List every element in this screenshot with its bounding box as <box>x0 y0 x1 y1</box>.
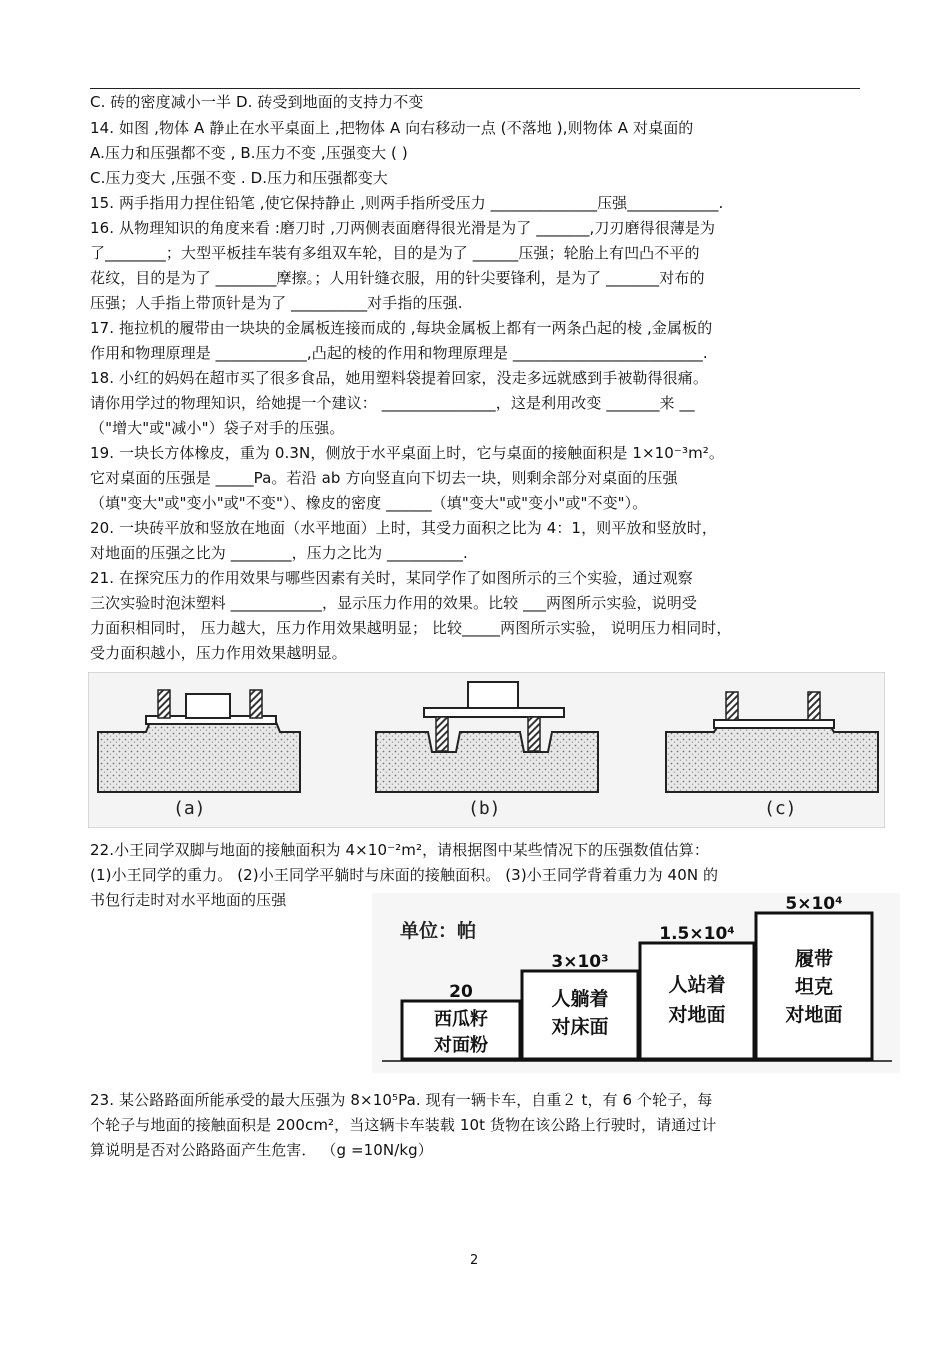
bar-tracked-tank <box>756 894 872 1059</box>
text-line: 受力面积越小，压力作用效果越明显。 <box>90 644 347 662</box>
text-line: (1)小王同学的重力。 (2)小王同学平躺时与床面的接触面积。 (3)小王同学背着重力为 40N 的 <box>90 866 719 884</box>
text-line: 压强；人手指上带顶针是为了 __________对手指的压强. <box>90 294 463 312</box>
question-21: 21. 在探究压力的作用效果与哪些因素有关时，某同学作了如图所示的三个实验，通过观察 <box>90 569 693 587</box>
text-line: A.压力和压强都不变 , B.压力不变 ,压强变大 ( ) <box>90 144 408 162</box>
question-16: 16. 从物理知识的角度来看 :磨刀时 ,刀两侧表面磨得很光滑是为了 _______,刀刃磨得很薄是为 <box>90 219 716 237</box>
header-rule <box>90 88 860 89</box>
text-line: C.压力变大 ,压强不变 . D.压力和压强都变大 <box>90 169 388 187</box>
bar-label: 人站着 <box>668 974 726 996</box>
pressure-values-figure <box>372 893 900 1073</box>
bar-label: 西瓜籽 <box>434 1009 488 1030</box>
figure-label-b: (b) <box>468 798 501 819</box>
question-15: 15. 两手指用力捏住铅笔 ,使它保持静止 ,则两手指所受压力 ______________压强____________. <box>90 194 724 212</box>
text-line: 作用和物理原理是 ____________,凸起的棱的作用和物理原理是 _________________________. <box>90 344 708 362</box>
bar-standing-person <box>640 924 754 1059</box>
text-line: 对地面的压强之比为 ________，压力之比为 __________. <box>90 544 468 562</box>
bar-label: 人躺着 <box>551 988 609 1010</box>
question-19: 19. 一块长方体橡皮，重为 0.3N，侧放于水平桌面上时，它与桌面的接触面积是 1×10⁻³m²。 <box>90 444 724 462</box>
question-20: 20. 一块砖平放和竖放在地面（水平地面）上时，其受力面积之比为 4：1，则平放和竖放时， <box>90 519 717 537</box>
bar-label: 履带 <box>794 948 834 970</box>
text-line: 个轮子与地面的接触面积是 200cm²，当这辆卡车装载 10t 货物在该公路上行驶时，请通过计 <box>90 1116 717 1134</box>
bar-label: 对地面 <box>668 1004 726 1026</box>
bar-label: 对床面 <box>551 1016 609 1038</box>
question-14: 14. 如图 ,物体 A 静止在水平桌面上 ,把物体 A 向右移动一点 (不落地 ),则物体 A 对桌面的 <box>90 119 694 137</box>
figure-label-c: (c) <box>764 798 797 819</box>
question-17: 17. 拖拉机的履带由一块块的金属板连接而成的 ,每块金属板上都有一两条凸起的棱 ,金属板的 <box>90 319 713 337</box>
unit-label: 单位：帕 <box>400 920 477 942</box>
text-line: （"增大"或"减小"）袋子对手的压强。 <box>90 419 345 437</box>
bar-label: 对面粉 <box>434 1035 488 1056</box>
text-line: （填"变大"或"变小"或"不变"）、橡皮的密度 ______（填"变大"或"变小"或"不变"）。 <box>90 494 648 512</box>
bar-label: 对地面 <box>785 1004 843 1026</box>
text-line: C. 砖的密度减小一半 D. 砖受到地面的支持力不变 <box>90 93 424 111</box>
bar-value: 5×10⁴ <box>785 894 843 914</box>
text-line: 请你用学过的物理知识，给她提一个建议： _______________，这是利用改变 _______来 __ <box>90 394 695 412</box>
text-line: 力面积相同时， 压力越大，压力作用效果越明显； 比较_____两图所示实验， 说明压力相同时， <box>90 619 732 637</box>
text-line: 它对桌面的压强是 _____Pa。若沿 ab 方向竖直向下切去一块，则剩余部分对桌面的压强 <box>90 469 678 487</box>
question-22: 22.小王同学双脚与地面的接触面积为 4×10⁻²m²，请根据图中某些情况下的压强数值估算： <box>90 841 709 859</box>
page-number: 2 <box>470 1253 479 1268</box>
text-line: 算说明是否对公路路面产生危害． （g =10N/kg） <box>90 1141 433 1159</box>
text-line: 了________；大型平板挂车装有多组双车轮，目的是为了 ______压强；轮胎上有凹凸不平的 <box>90 244 700 262</box>
question-23: 23. 某公路路面所能承受的最大压强为 8×10⁵Pa. 现有一辆卡车，自重２ t，有 6 个轮子，每 <box>90 1091 713 1109</box>
text-line: 三次实验时泡沫塑料 ____________，显示压力作用的效果。比较 ___两图所示实验，说明受 <box>90 594 697 612</box>
figure-label-a: (a) <box>173 798 206 819</box>
bar-value: 1.5×10⁴ <box>659 924 735 944</box>
bar-value: 3×10³ <box>551 952 609 972</box>
bar-label: 坦克 <box>794 976 834 998</box>
foam-experiment-figure <box>88 672 885 828</box>
question-18: 18. 小红的妈妈在超市买了很多食品，她用塑料袋提着回家，没走多远就感到手被勒得很痛。 <box>90 369 708 387</box>
text-line: 书包行走时对水平地面的压强 <box>90 891 287 909</box>
bar-value: 20 <box>449 982 473 1002</box>
text-line: 花纹，目的是为了 ________摩擦。；人用针缝衣服，用的针尖要锋利，是为了 _______对布的 <box>90 269 705 287</box>
